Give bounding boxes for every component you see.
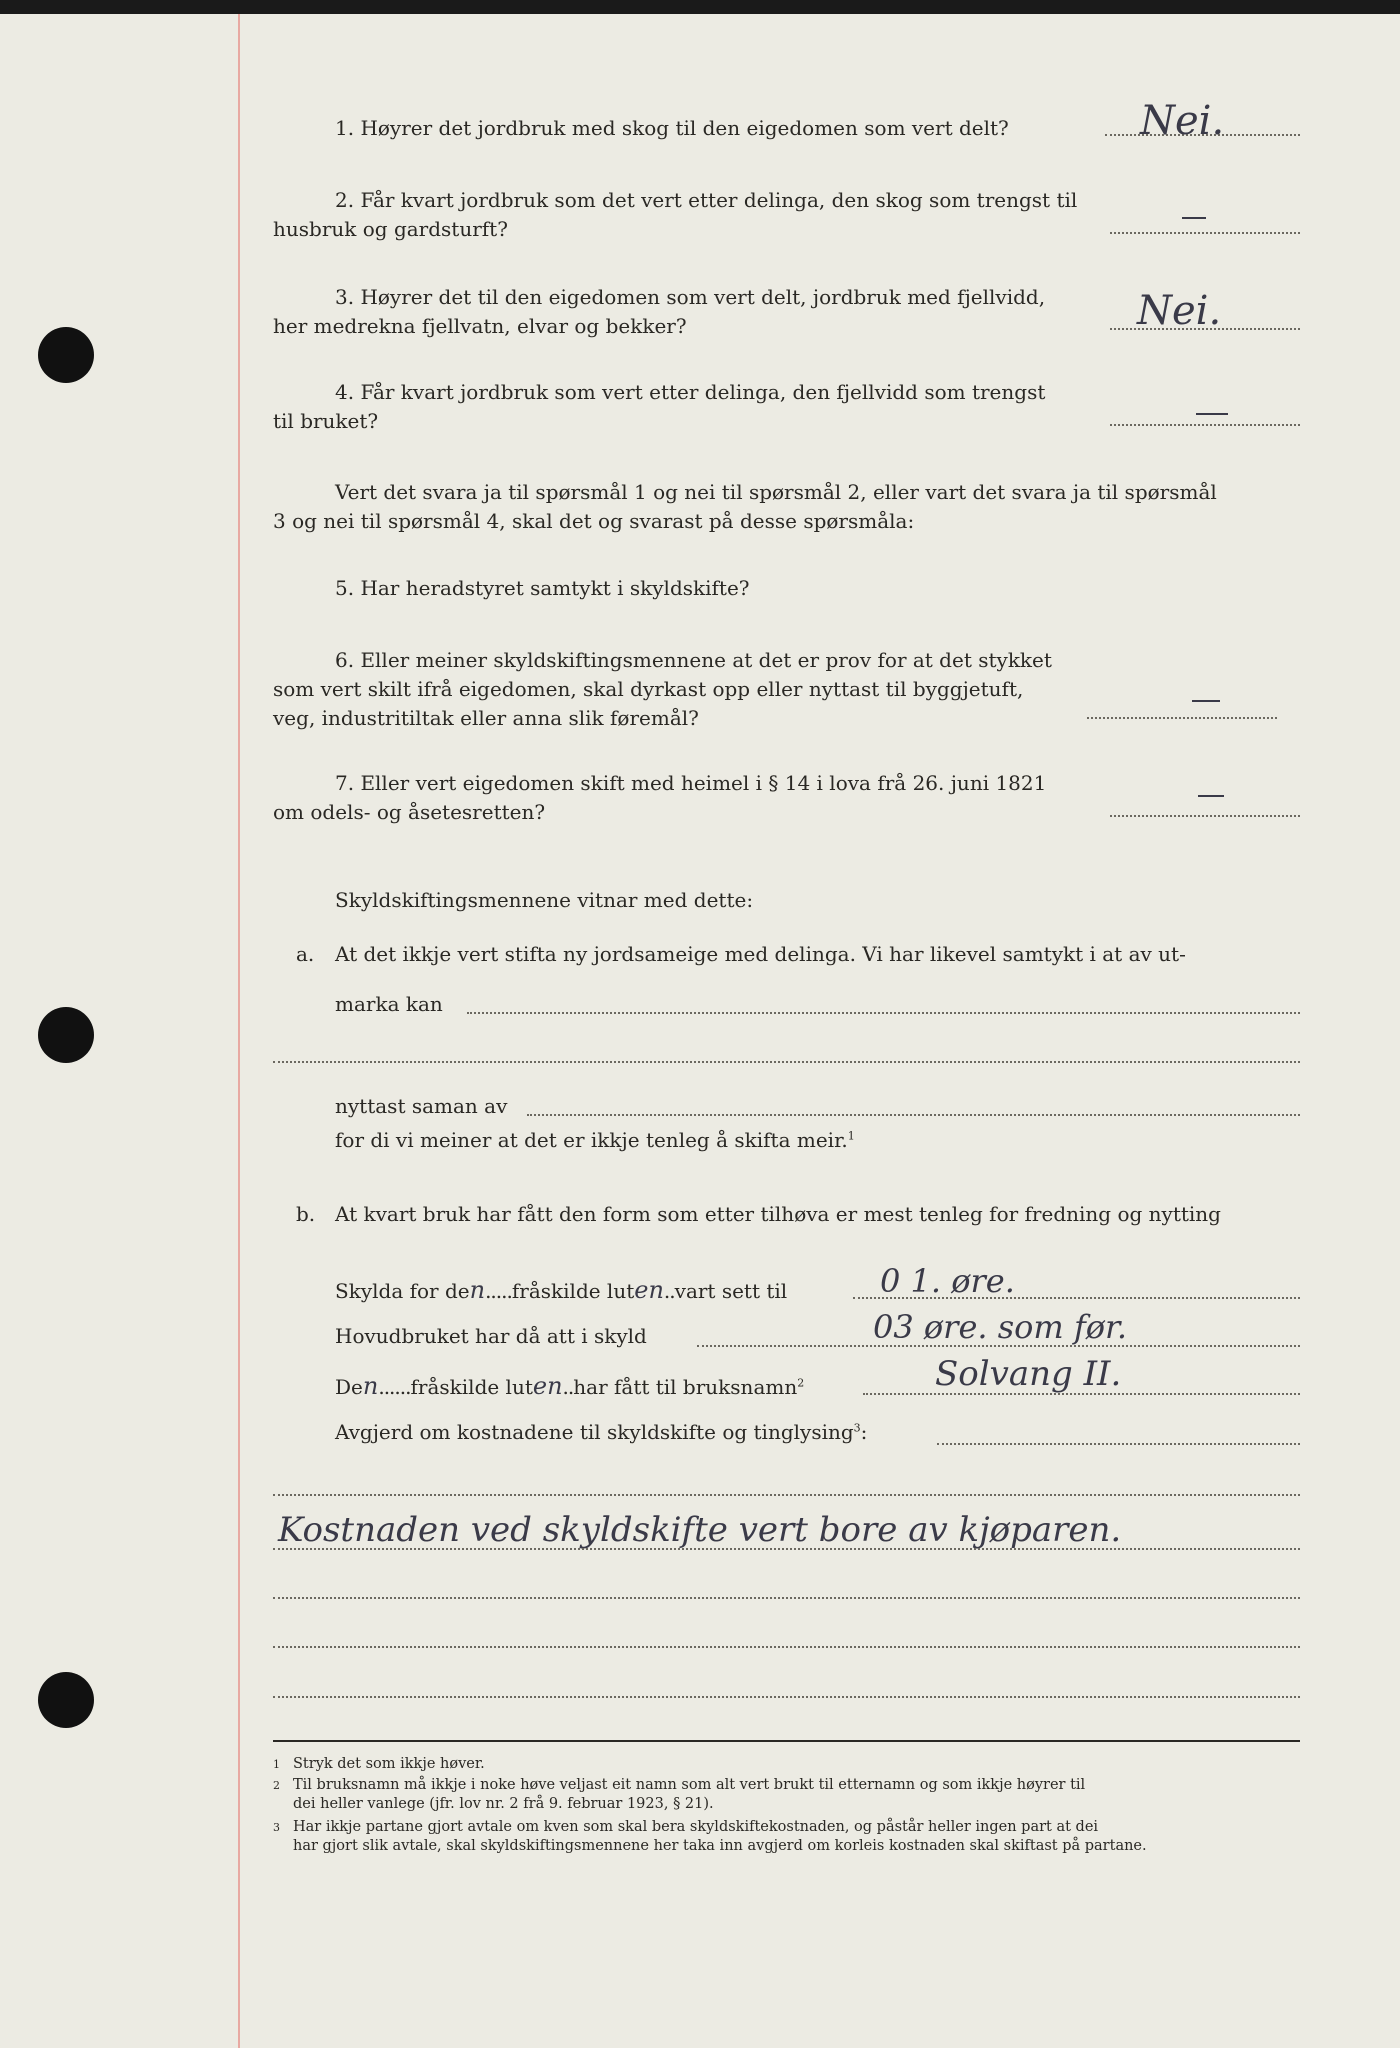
footnote-2: 2 Til bruksnamn må ikkje i noke høve veljast eit namn som alt vert brukt til etternamn og som ikkje høyrer til dei heller vanlege (jfr. lov nr. 2 frå 9. februar 1923, § 21). bbox=[273, 1777, 1086, 1812]
skyld-row-3: Den......fråskilde luten..har fått til bruksnamn$^2$ bbox=[335, 1372, 805, 1400]
margin-line bbox=[238, 14, 240, 2048]
question-3: 3. Høyrer det til den eigedomen som vert delt, jordbruk med fjellvidd, her medrekna fjellvatn, elvar og bekker? bbox=[273, 285, 1046, 338]
fill-line-nyttast bbox=[527, 1114, 1300, 1116]
scan-top-edge bbox=[0, 0, 1400, 14]
witness-intro: Skyldskiftingsmennene vitnar med dette: bbox=[335, 888, 754, 912]
fill-line-utmarka-2 bbox=[273, 1061, 1300, 1063]
item-a-letter: a. bbox=[296, 942, 315, 966]
answer-1: Nei. bbox=[1140, 98, 1225, 144]
fill-line-avgjerd-2 bbox=[273, 1494, 1300, 1496]
fill-line-avgjerd bbox=[937, 1443, 1300, 1445]
fill-line-avgjerd-3 bbox=[273, 1548, 1300, 1550]
fill-line-avgjerd-4 bbox=[273, 1597, 1300, 1599]
item-b-letter: b. bbox=[296, 1202, 316, 1226]
instruction-text: Vert det svara ja til spørsmål 1 og nei til spørsmål 2, eller vart det svara ja til spørsmål 3 og nei til spørsmål 4, skal det og svarast på desse spørsmåla: bbox=[273, 480, 1217, 533]
answer-6 bbox=[1192, 700, 1220, 702]
item-a-fordi: for di vi meiner at det er ikkje tenleg å skifta meir.$^1$ bbox=[335, 1128, 855, 1152]
skyld-value: 0 1. øre. bbox=[880, 1262, 1015, 1300]
item-a-utmarka: marka kan bbox=[335, 992, 443, 1016]
answer-7 bbox=[1198, 795, 1224, 797]
question-6: 6. Eller meiner skyldskiftingsmennene at det er prov for at det stykket som vert skilt ifrå eigedomen, skal dyrkast opp eller nyttast til byggjetuft, veg, industritiltak eller anna slik føremål? bbox=[273, 648, 1052, 730]
skyld-row-1: Skylda for den.....fråskilde luten..vart sett til bbox=[335, 1276, 788, 1304]
answer-4 bbox=[1196, 413, 1228, 415]
answer-line-6 bbox=[1087, 717, 1277, 719]
bruksnamn-value: Solvang II. bbox=[935, 1354, 1122, 1394]
question-2: 2. Får kvart jordbruk som det vert etter delinga, den skog som trengst til husbruk og gardsturft? bbox=[273, 188, 1078, 241]
question-1: 1. Høyrer det jordbruk med skog til den eigedomen som vert delt? bbox=[335, 116, 1009, 140]
answer-line-7 bbox=[1110, 815, 1300, 817]
question-5: 5. Har heradstyret samtykt i skyldskifte? bbox=[335, 576, 750, 600]
avgjerd-value: Kostnaden ved skyldskifte vert bore av kjøparen. bbox=[278, 1510, 1122, 1550]
skyld-row-4: Avgjerd om kostnadene til skyldskifte og tinglysing$^3$: bbox=[335, 1420, 868, 1444]
binder-hole-3 bbox=[38, 1672, 94, 1728]
item-b-text: At kvart bruk har fått den form som etter tilhøva er mest tenleg for fredning og nytting bbox=[335, 1202, 1221, 1226]
answer-2 bbox=[1182, 217, 1206, 219]
item-a-nyttast: nyttast saman av bbox=[335, 1094, 508, 1118]
binder-hole-2 bbox=[38, 1007, 94, 1063]
item-a-text: At det ikkje vert stifta ny jordsameige med delinga. Vi har likevel samtykt i at av ut- bbox=[335, 942, 1186, 966]
fill-line-utmarka bbox=[467, 1012, 1300, 1014]
question-7: 7. Eller vert eigedomen skift med heimel i § 14 i lova frå 26. juni 1821 om odels- og åsetesretten? bbox=[273, 771, 1047, 824]
footnote-3: 3 Har ikkje partane gjort avtale om kven som skal bera skyldskiftekostnaden, og påstår heller ingen part at dei har gjort slik avtale, skal skyldskiftingsmennene her taka inn avgjerd om korleis kostnaden skal skiftast på partane. bbox=[273, 1819, 1147, 1854]
answer-3: Nei. bbox=[1137, 288, 1222, 334]
footnote-rule bbox=[273, 1740, 1300, 1742]
fill-line-avgjerd-6 bbox=[273, 1696, 1300, 1698]
hovudbruk-value: 03 øre. som før. bbox=[873, 1308, 1127, 1346]
binder-hole-1 bbox=[38, 327, 94, 383]
footnote-1: 1 Stryk det som ikkje høver. bbox=[273, 1756, 485, 1772]
answer-line-2 bbox=[1110, 232, 1300, 234]
answer-line-4 bbox=[1110, 424, 1300, 426]
question-4: 4. Får kvart jordbruk som vert etter delinga, den fjellvidd som trengst til bruket? bbox=[273, 380, 1046, 433]
skyld-row-2: Hovudbruket har då att i skyld bbox=[335, 1324, 647, 1348]
fill-line-avgjerd-5 bbox=[273, 1646, 1300, 1648]
